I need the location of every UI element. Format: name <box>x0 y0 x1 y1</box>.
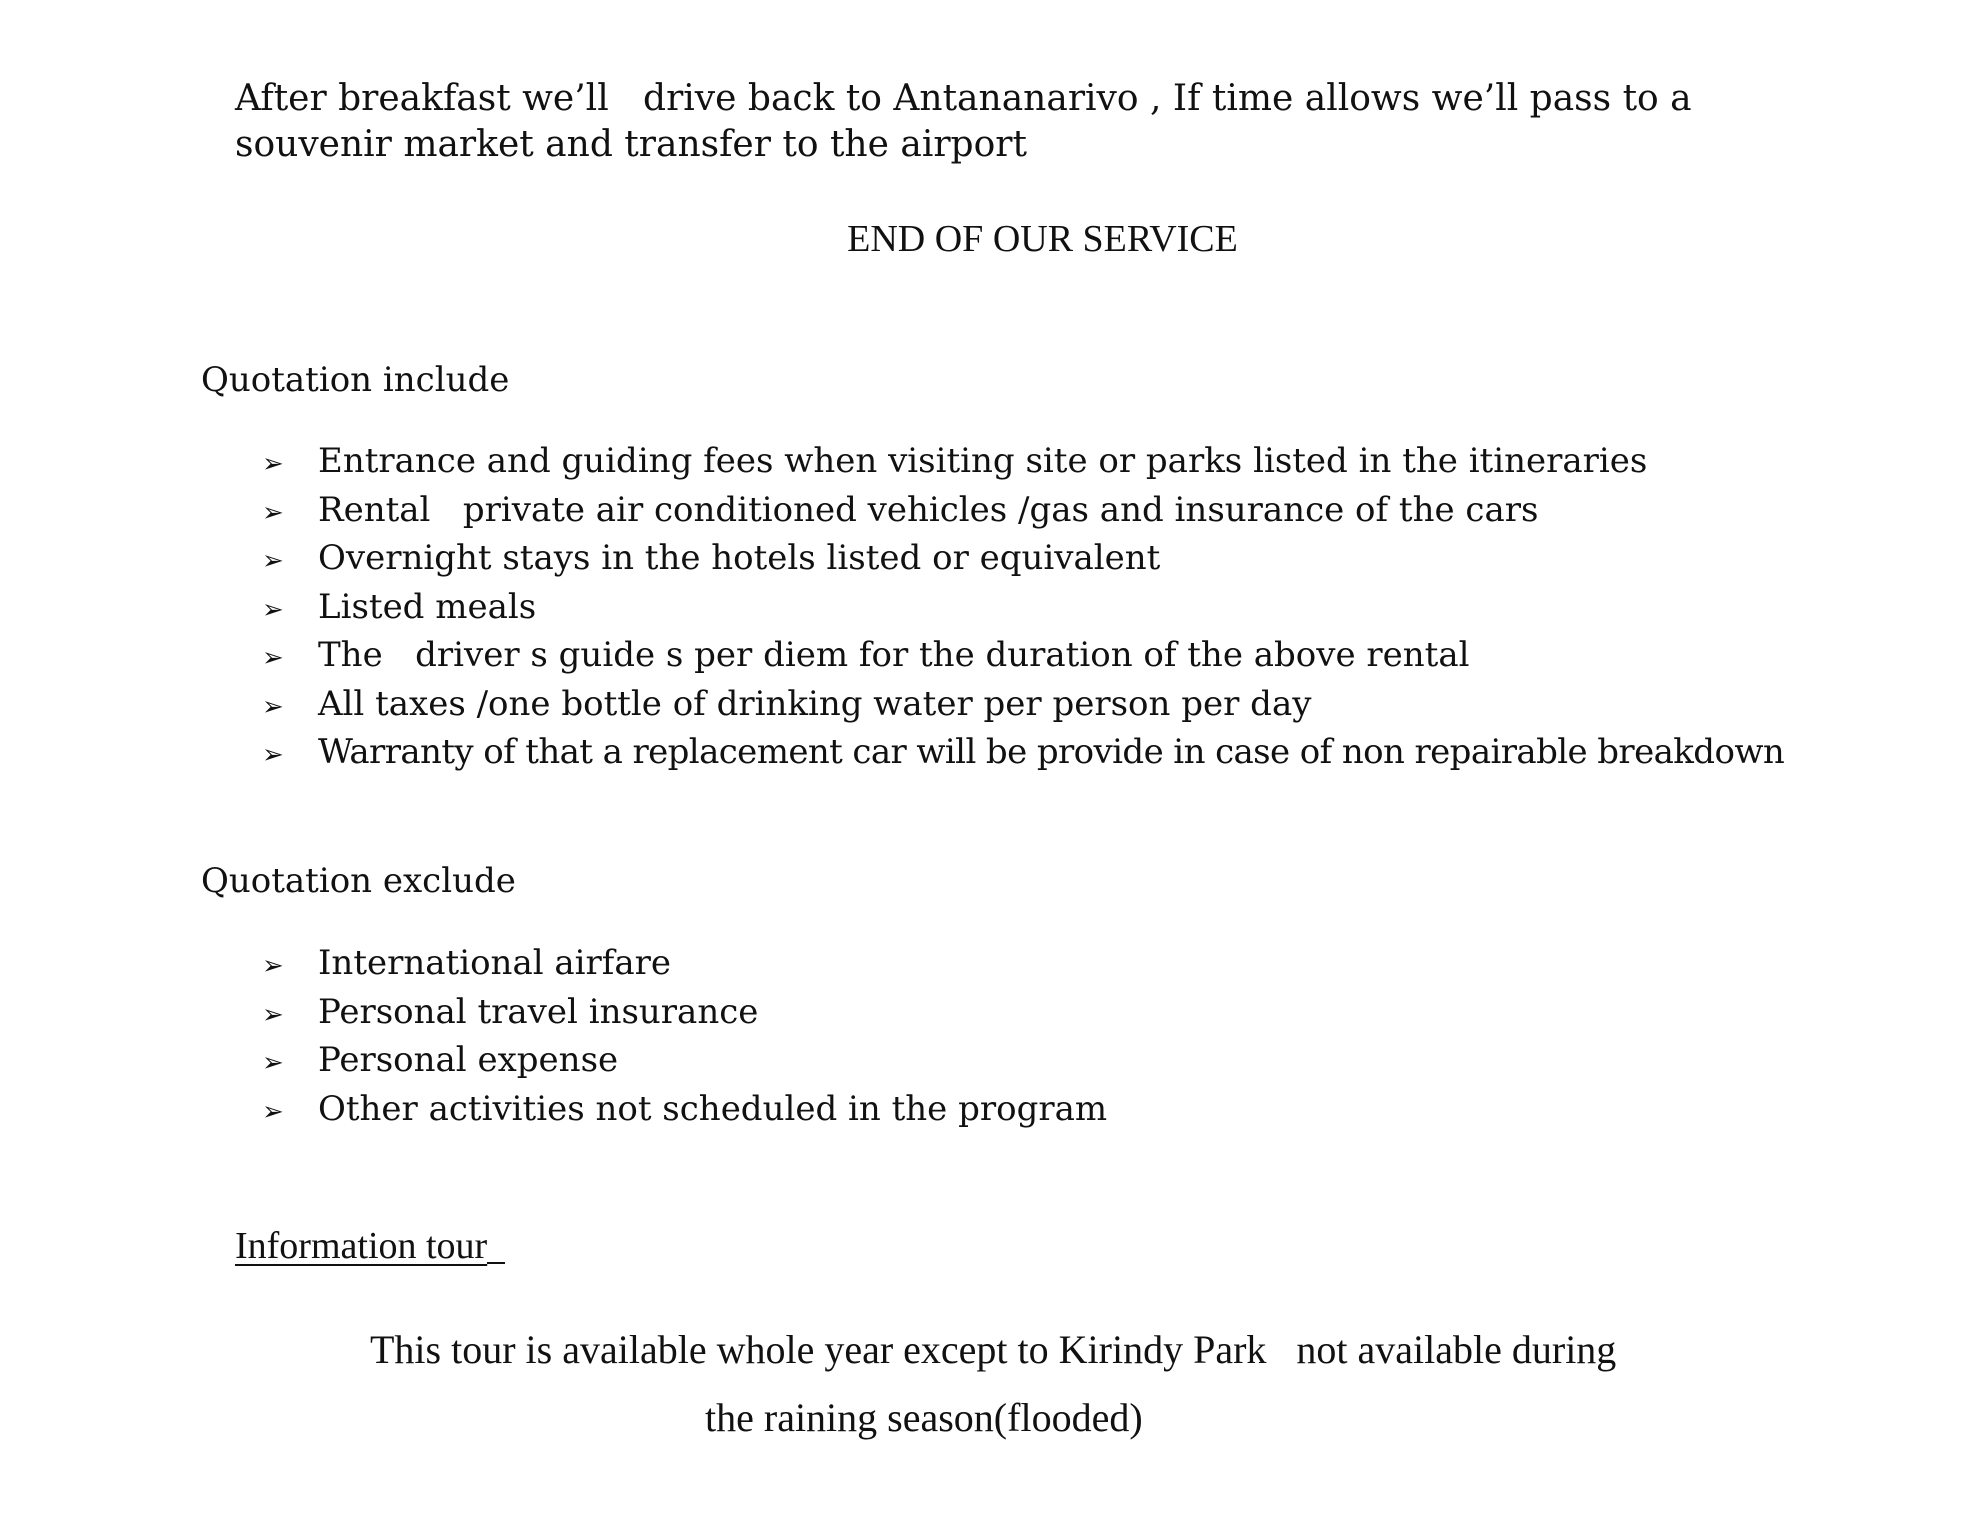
list-item-text: Listed meals <box>318 586 537 627</box>
list-item-text: Warranty of that a replacement car will be provide in case of non repairable breakdown <box>318 732 1785 772</box>
arrowhead-bullet-icon: ➢ <box>262 449 284 479</box>
information-tour-text <box>370 1316 1880 1452</box>
list-item-text: International airfare <box>318 943 672 983</box>
information-tour-heading-text: Information tour <box>235 1225 488 1267</box>
list-item <box>262 1085 1107 1134</box>
arrowhead-bullet-icon: ➢ <box>262 691 284 722</box>
arrowhead-bullet-icon: ➢ <box>262 999 284 1030</box>
intro-line-2: souvenir market and transfer to the airport <box>235 124 1027 165</box>
list-item <box>262 988 1107 1037</box>
list-item <box>262 486 1784 535</box>
list-item <box>262 631 1784 680</box>
list-item-text: All taxes /one bottle of drinking water per person per day <box>318 683 1312 724</box>
exclude-list <box>262 939 1107 1133</box>
list-item-text: Entrance and guiding fees when visiting site or parks listed in the itineraries <box>318 441 1648 481</box>
list-item-text: The driver s guide s per diem for the duration of the above rental <box>318 635 1470 675</box>
information-tour-heading <box>235 1222 505 1270</box>
list-item <box>262 583 1784 632</box>
list-item <box>262 437 1784 486</box>
list-item-text: Personal travel insurance <box>318 991 759 1032</box>
quotation-include-heading: Quotation include <box>201 360 510 400</box>
arrowhead-bullet-icon: ➢ <box>262 546 284 576</box>
heading-underline-trail <box>487 1222 505 1264</box>
list-item <box>262 939 1107 988</box>
list-item-text: Overnight stays in the hotels listed or equivalent <box>318 538 1161 578</box>
information-text-line-2: the raining season(flooded) <box>705 1395 1143 1440</box>
arrowhead-bullet-icon: ➢ <box>262 1048 284 1078</box>
list-item-text: Rental private air conditioned vehicles /gas and insurance of the cars <box>318 489 1539 530</box>
list-item <box>262 1036 1107 1085</box>
information-text-line-1: This tour is available whole year except to Kirindy Park not available during <box>370 1327 1617 1372</box>
arrowhead-bullet-icon: ➢ <box>262 740 284 770</box>
quotation-exclude-heading: Quotation exclude <box>201 861 516 901</box>
include-list <box>262 437 1784 777</box>
arrowhead-bullet-icon: ➢ <box>262 497 284 528</box>
list-item <box>262 680 1784 729</box>
arrowhead-bullet-icon: ➢ <box>262 951 284 981</box>
intro-line-1: After breakfast we’ll drive back to Antananarivo , If time allows we’ll pass to a <box>235 78 1692 119</box>
arrowhead-bullet-icon: ➢ <box>262 1096 284 1127</box>
arrowhead-bullet-icon: ➢ <box>262 594 284 625</box>
list-item <box>262 728 1784 777</box>
intro-paragraph <box>235 76 1795 168</box>
list-item <box>262 534 1784 583</box>
end-of-service-title: END OF OUR SERVICE <box>847 218 1238 260</box>
arrowhead-bullet-icon: ➢ <box>262 643 284 673</box>
list-item-text: Other activities not scheduled in the program <box>318 1088 1108 1129</box>
list-item-text: Personal expense <box>318 1040 619 1080</box>
